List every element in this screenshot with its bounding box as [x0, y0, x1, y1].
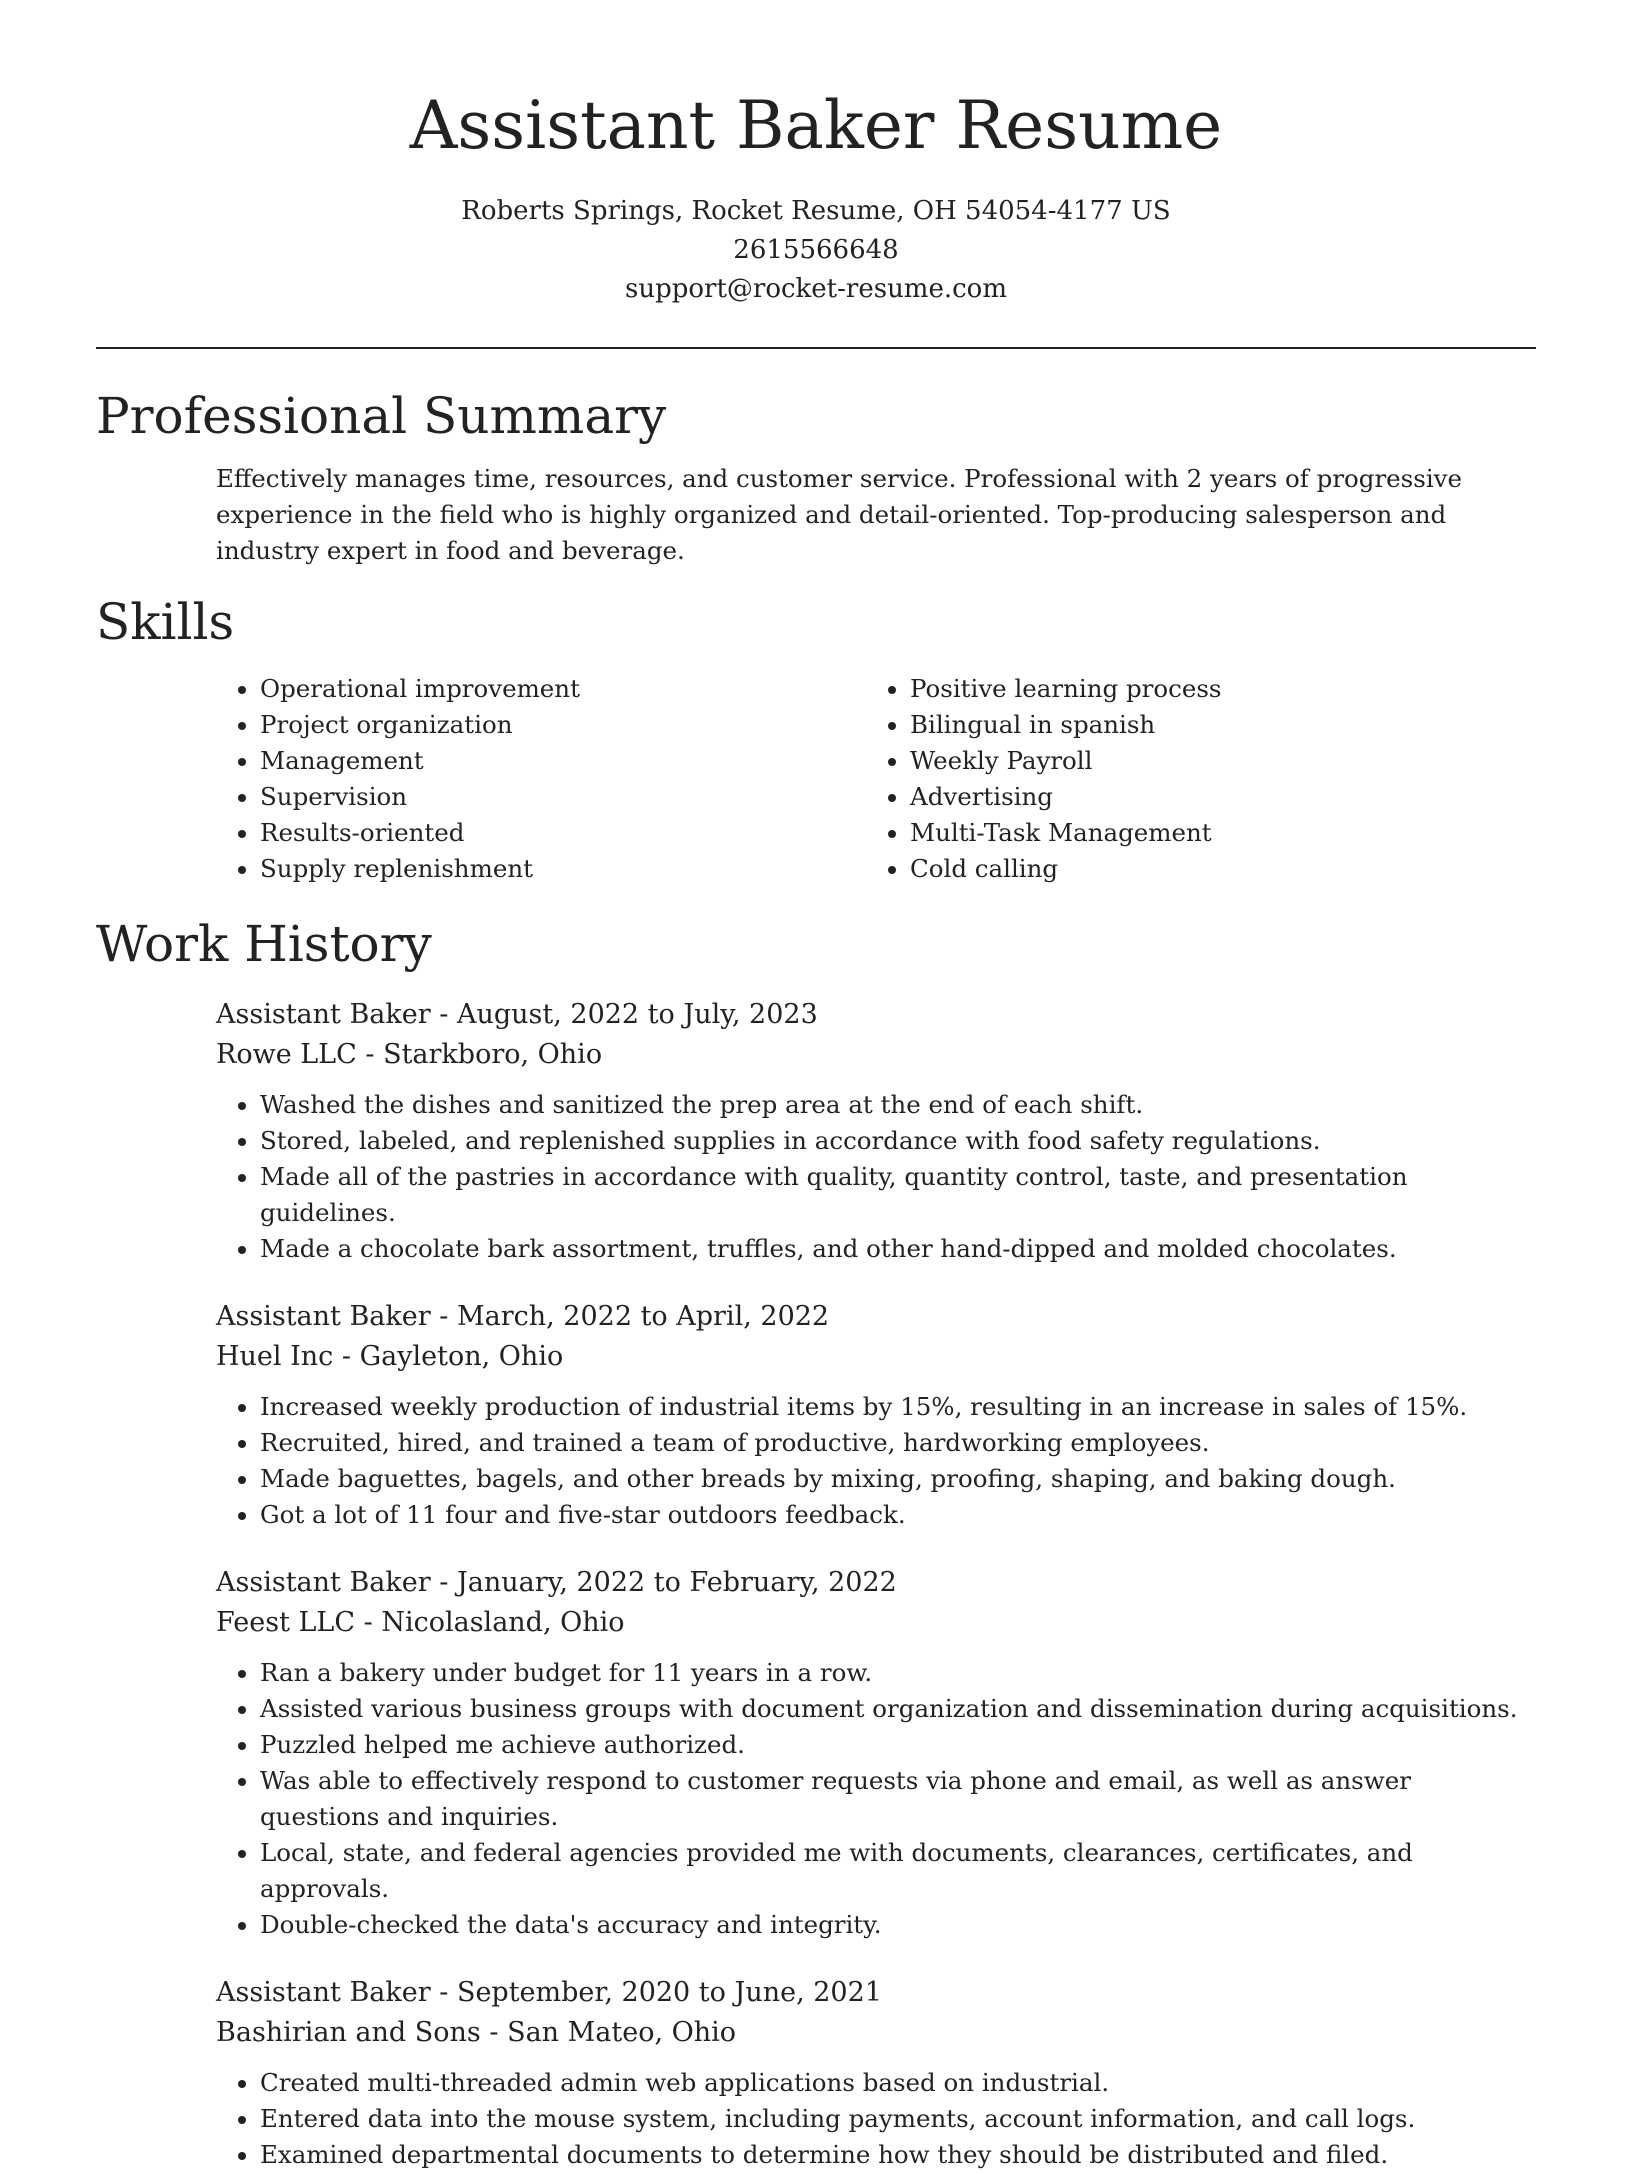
contact-phone: 2615566648: [733, 235, 899, 265]
contact-email: support@rocket-resume.com: [624, 274, 1007, 304]
job-bullet: • Increased weekly production of industrial items by 15%, resulting in an increase in sales of 15%.: [260, 1389, 1536, 1425]
job-dates: September, 2020 to June, 2021: [456, 1977, 882, 2008]
skill-item: • Cold calling: [910, 851, 1516, 887]
skill-item: • Supply replenishment: [260, 851, 866, 887]
job-bullet: • Made a chocolate bark assortment, truffles, and other hand-dipped and molded chocolates.: [260, 1231, 1536, 1267]
header-divider: [96, 347, 1536, 349]
job-bullet: • Entered data into the mouse system, including payments, account information, and call logs.: [260, 2101, 1536, 2137]
skill-item: • Management: [260, 743, 866, 779]
job-company-line: Bashirian and Sons - San Mateo, Ohio: [216, 2017, 737, 2048]
job-company-line: Feest LLC - Nicolasland, Ohio: [216, 1607, 625, 1638]
skill-item: • Results-oriented: [260, 815, 866, 851]
skill-item: • Multi-Task Management: [910, 815, 1516, 851]
skill-item: • Weekly Payroll: [910, 743, 1516, 779]
job-bullet: • Ran a bakery under budget for 11 years in a row.: [260, 1655, 1536, 1691]
job-bullets: [216, 1087, 1536, 1267]
contact-info: [96, 192, 1536, 309]
skill-item: • Operational improvement: [260, 671, 866, 707]
skill-item: • Advertising: [910, 779, 1516, 815]
job-title: Assistant Baker: [216, 999, 431, 1030]
job-bullet: • Made all of the pastries in accordance with quality, quantity control, taste, and presentation guidelines.: [260, 1159, 1536, 1231]
job-title-line: Assistant Baker - August, 2022 to July, 2023: [216, 999, 818, 1030]
job-bullet: • Recruited, hired, and trained a team of productive, hardworking employees.: [260, 1425, 1536, 1461]
job-location: Gayleton, Ohio: [359, 1341, 564, 1372]
resume-page: [96, 0, 1536, 2173]
job-bullet: • Was able to effectively respond to customer requests via phone and email, as well as answer questions and inquiries.: [260, 1763, 1536, 1835]
job-bullet: • Puzzled helped me achieve authorized.: [260, 1727, 1536, 1763]
skills-column-left: [216, 671, 866, 887]
resume-header: [96, 0, 1536, 309]
job-bullet: • Stored, labeled, and replenished supplies in accordance with food safety regulations.: [260, 1123, 1536, 1159]
job-dates: January, 2022 to February, 2022: [456, 1567, 897, 1598]
skill-item: • Positive learning process: [910, 671, 1516, 707]
skill-item: • Supervision: [260, 779, 866, 815]
job-bullets: [216, 1655, 1536, 1943]
job-company-line: Rowe LLC - Starkboro, Ohio: [216, 1039, 603, 1070]
job-bullet: • Created multi-threaded admin web applications based on industrial.: [260, 2065, 1536, 2101]
job-bullet: • Washed the dishes and sanitized the prep area at the end of each shift.: [260, 1087, 1536, 1123]
resume-title: Assistant Baker Resume: [409, 87, 1223, 164]
skill-item: • Bilingual in spanish: [910, 707, 1516, 743]
job-entry: [216, 1297, 1536, 1533]
summary-heading: Professional Summary: [96, 387, 667, 445]
contact-address: Roberts Springs, Rocket Resume, OH 54054-4177 US: [461, 196, 1171, 226]
job-bullet: • Assisted various business groups with document organization and dissemination during acquisitions.: [260, 1691, 1536, 1727]
job-bullet: • Double-checked the data's accuracy and integrity.: [260, 1907, 1536, 1943]
job-location: Starkboro, Ohio: [383, 1039, 603, 1070]
job-bullet: • Got a lot of 11 four and five-star outdoors feedback.: [260, 1497, 1536, 1533]
job-title-line: Assistant Baker - January, 2022 to February, 2022: [216, 1567, 897, 1598]
job-entry: [216, 1973, 1536, 2173]
job-bullet: • Local, state, and federal agencies provided me with documents, clearances, certificates, and approvals.: [260, 1835, 1536, 1907]
skills-heading: Skills: [96, 593, 235, 651]
work-history-section: [96, 913, 1536, 2173]
job-location: Nicolasland, Ohio: [381, 1607, 625, 1638]
job-dates: August, 2022 to July, 2023: [456, 999, 818, 1030]
job-bullet: • Examined departmental documents to determine how they should be distributed and filed.: [260, 2137, 1536, 2173]
work-history-heading: Work History: [96, 915, 432, 973]
job-title-line: Assistant Baker - March, 2022 to April, 2022: [216, 1301, 830, 1332]
job-bullet: • Made baguettes, bagels, and other breads by mixing, proofing, shaping, and baking dough.: [260, 1461, 1536, 1497]
summary-section: [96, 385, 1536, 569]
job-company: Huel Inc: [216, 1341, 334, 1372]
job-company: Bashirian and Sons: [216, 2017, 481, 2048]
job-title: Assistant Baker: [216, 1977, 431, 2008]
job-title-line: Assistant Baker - September, 2020 to June, 2021: [216, 1977, 882, 2008]
skills-grid: [216, 671, 1536, 887]
job-location: San Mateo, Ohio: [507, 2017, 737, 2048]
skills-column-right: [866, 671, 1516, 887]
skill-item: • Project organization: [260, 707, 866, 743]
job-title: Assistant Baker: [216, 1567, 431, 1598]
job-entry: [216, 1563, 1536, 1943]
summary-text: Effectively manages time, resources, and customer service. Professional with 2 years of progressive experience in the field who is highly organized and detail-oriented. Top-producing salesperson and industry expert in food and beverage.: [216, 464, 1462, 565]
job-company-line: Huel Inc - Gayleton, Ohio: [216, 1341, 564, 1372]
job-company: Rowe LLC: [216, 1039, 357, 1070]
job-title: Assistant Baker: [216, 1301, 431, 1332]
job-company: Feest LLC: [216, 1607, 356, 1638]
job-entry: [216, 995, 1536, 1267]
job-bullets: [216, 2065, 1536, 2173]
job-dates: March, 2022 to April, 2022: [456, 1301, 830, 1332]
job-bullets: [216, 1389, 1536, 1533]
skills-section: [96, 591, 1536, 887]
